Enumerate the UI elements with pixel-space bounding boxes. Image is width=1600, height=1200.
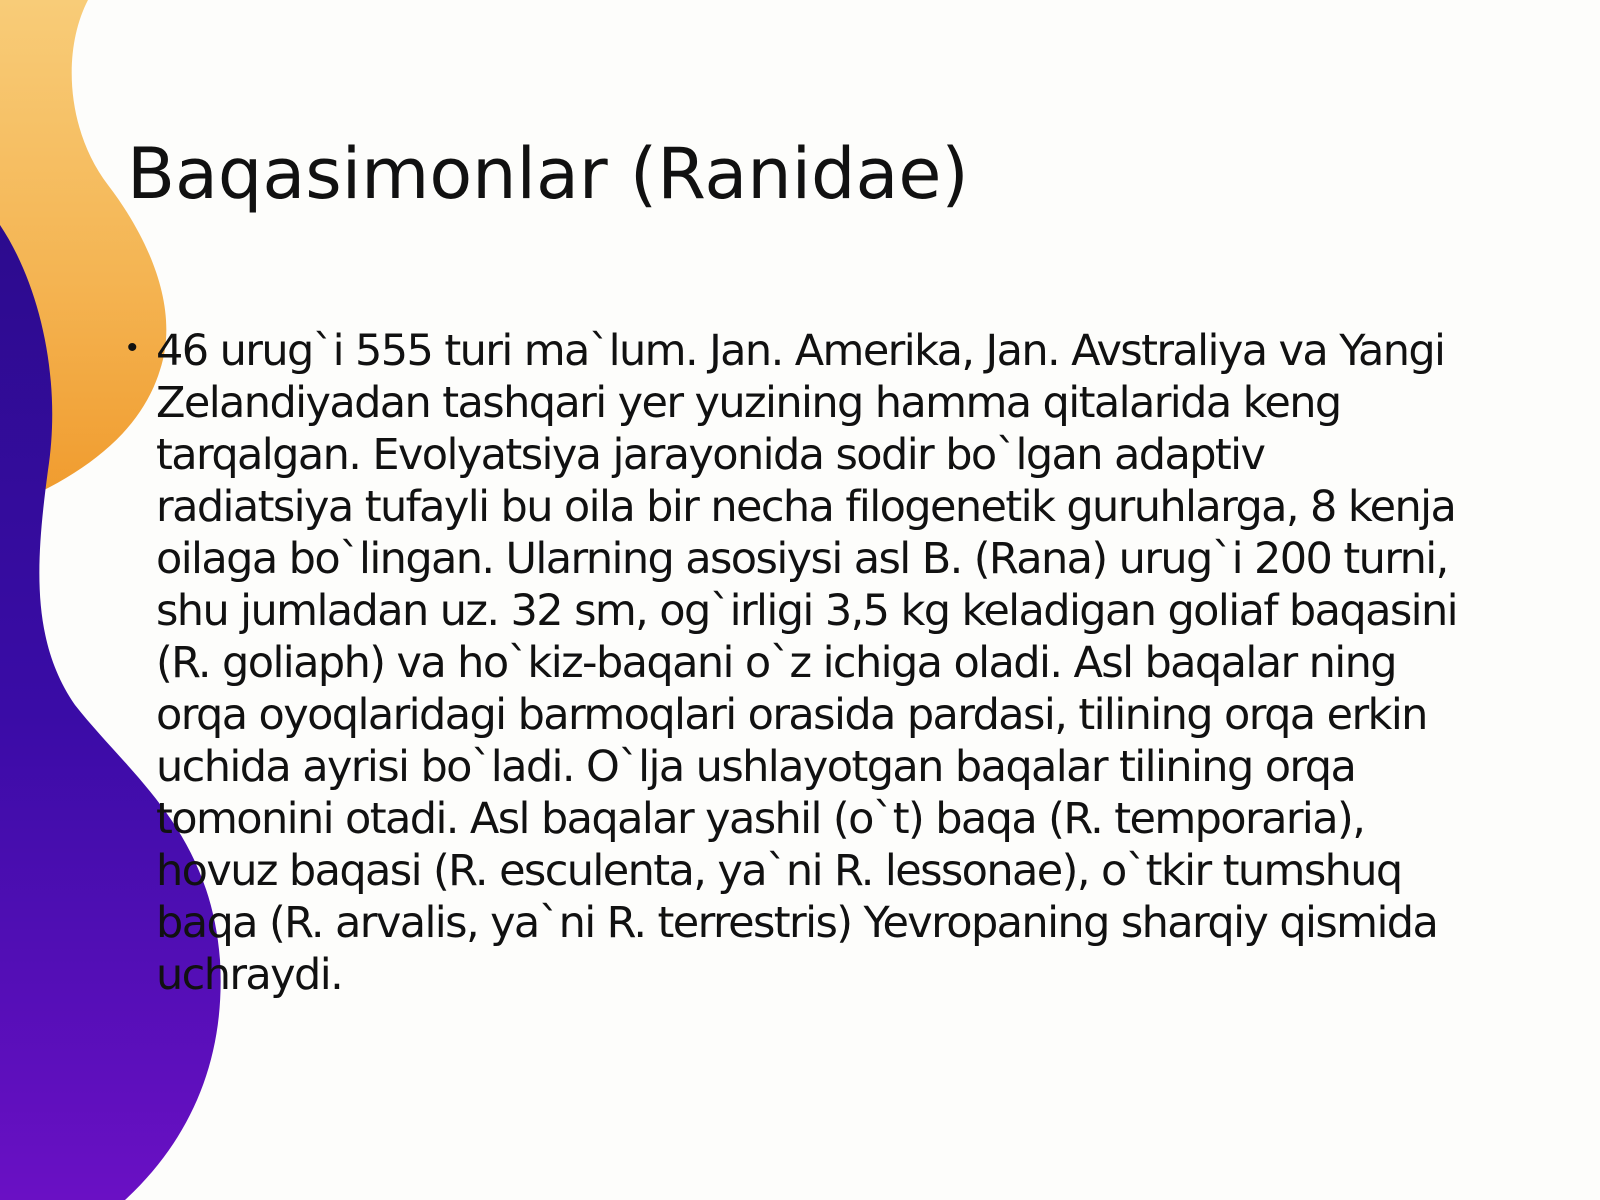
bullet-icon: • [127,331,138,364]
bullet-text: 46 urug`i 555 turi ma`lum. Jan. Amerika, Jan. Avstraliya va Yangi Zelandiyadan tashqari yer yuzining hamma qitalarida keng tarqalgan. Evolyatsiya jarayonida sodir bo`lgan adaptiv radiatsiya tufayli bu oila bir necha filogenetik guruhlarga, 8 kenja oilaga bo`lingan. Ularning asosiysi asl B. (Rana) urug`i 200 turni, shu jumladan uz. 32 sm, og`irligi 3,5 kg keladigan goliaf baqasini (R. goliaph) va ho`kiz-baqani o`z ichiga oladi. Asl baqalar ning orqa oyoqlaridagi barmoqlari orasida pardasi, tilining orqa erkin uchida ayrisi bo`ladi. O`lja ushlayotgan baqalar tilining orqa tomonini otadi. Asl baqalar yashil (o`t) baqa (R. temporaria), hovuz baqasi (R. esculenta, ya`ni R. lessonae), o`tkir tumshuq baqa (R. arvalis, ya`ni R. terrestris) Yevropaning sharqiy qismida uchraydi. [156,326,1457,1000]
bullet-list [127,325,1467,1001]
slide-title: Baqasimonlar (Ranidae) [127,133,969,215]
bullet-item [127,325,1467,1001]
